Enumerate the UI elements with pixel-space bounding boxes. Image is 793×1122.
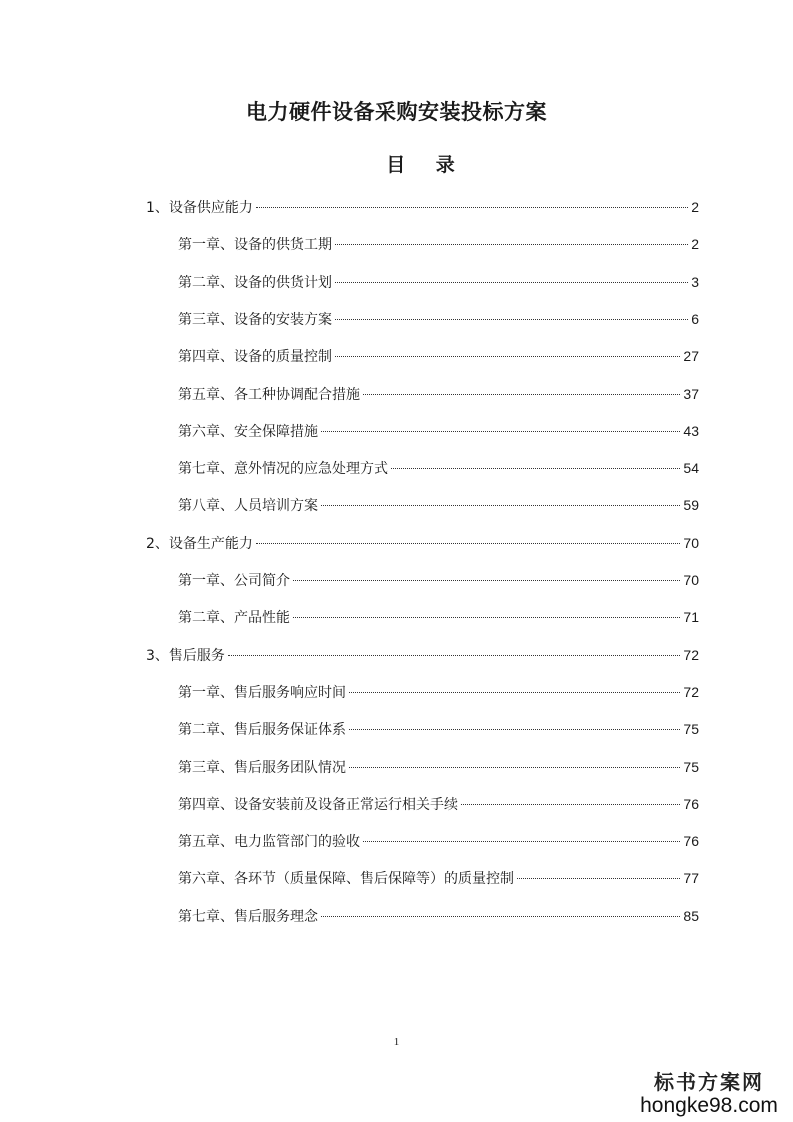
toc-dot-leader: [349, 692, 680, 693]
toc-chapter-entry[interactable]: [178, 421, 699, 441]
toc-entry-page-number: 75: [683, 721, 699, 737]
toc-chapter-entry[interactable]: [178, 757, 699, 777]
toc-entry-page-number: 2: [691, 236, 699, 252]
watermark-chinese-text: 标书方案网: [654, 1070, 764, 1094]
toc-entry-page-number: 70: [683, 572, 699, 588]
toc-entry-label: 第四章、设备安装前及设备正常运行相关手续: [178, 797, 458, 813]
toc-dot-leader: [293, 580, 680, 581]
toc-dot-leader: [461, 804, 680, 805]
toc-chapter-entry[interactable]: [178, 234, 699, 254]
toc-entry-page-number: 75: [683, 759, 699, 775]
toc-entry-page-number: 76: [683, 796, 699, 812]
toc-entry-label: 第二章、设备的供货计划: [178, 275, 332, 291]
toc-entry-page-number: 72: [683, 647, 699, 663]
toc-dot-leader: [349, 729, 680, 730]
toc-entry-label: 第三章、售后服务团队情况: [178, 760, 346, 776]
toc-entry-label: 2、设备生产能力: [146, 536, 253, 552]
toc-dot-leader: [349, 767, 680, 768]
toc-heading: 目 录: [386, 154, 467, 176]
toc-chapter-entry[interactable]: [178, 794, 699, 814]
toc-entry-label: 第六章、各环节（质量保障、售后保障等）的质量控制: [178, 871, 514, 887]
toc-chapter-entry[interactable]: [178, 384, 699, 404]
toc-dot-leader: [335, 356, 680, 357]
toc-entry-label: 第二章、售后服务保证体系: [178, 722, 346, 738]
toc-entry-page-number: 2: [691, 199, 699, 215]
toc-entry-label: 第六章、安全保障措施: [178, 424, 318, 440]
toc-dot-leader: [293, 617, 680, 618]
toc-chapter-entry[interactable]: [178, 868, 699, 888]
toc-entry-label: 第七章、售后服务理念: [178, 909, 318, 925]
toc-chapter-entry[interactable]: [178, 570, 699, 590]
toc-entry-page-number: 76: [683, 833, 699, 849]
toc-entry-label: 第五章、各工种协调配合措施: [178, 387, 360, 403]
toc-entry-label: 第一章、公司简介: [178, 573, 290, 589]
toc-chapter-entry[interactable]: [178, 309, 699, 329]
toc-entry-page-number: 27: [683, 348, 699, 364]
toc-section-entry[interactable]: [146, 645, 699, 665]
toc-entry-page-number: 6: [691, 311, 699, 327]
toc-dot-leader: [517, 878, 680, 879]
toc-chapter-entry[interactable]: [178, 495, 699, 515]
toc-dot-leader: [228, 655, 681, 656]
toc-dot-leader: [335, 282, 688, 283]
toc-entry-page-number: 70: [683, 535, 699, 551]
toc-chapter-entry[interactable]: [178, 831, 699, 851]
toc-dot-leader: [363, 394, 680, 395]
toc-chapter-entry[interactable]: [178, 719, 699, 739]
toc-entry-label: 第五章、电力监管部门的验收: [178, 834, 360, 850]
toc-chapter-entry[interactable]: [178, 607, 699, 627]
toc-entry-page-number: 71: [683, 609, 699, 625]
toc-chapter-entry[interactable]: [178, 346, 699, 366]
toc-entry-page-number: 77: [683, 870, 699, 886]
toc-chapter-entry[interactable]: [178, 458, 699, 478]
toc-entry-label: 第一章、设备的供货工期: [178, 237, 332, 253]
toc-chapter-entry[interactable]: [178, 272, 699, 292]
toc-entry-label: 第三章、设备的安装方案: [178, 312, 332, 328]
toc-dot-leader: [256, 543, 681, 544]
toc-entry-page-number: 85: [683, 908, 699, 924]
toc-entry-page-number: 37: [683, 386, 699, 402]
toc-entry-page-number: 43: [683, 423, 699, 439]
toc-section-entry[interactable]: [146, 533, 699, 553]
watermark-logo: [639, 1070, 779, 1118]
page-number: 1: [393, 1036, 400, 1048]
toc-chapter-entry[interactable]: [178, 682, 699, 702]
toc-entry-page-number: 3: [691, 274, 699, 290]
watermark-domain-text: hongke98.com: [640, 1094, 778, 1117]
toc-entry-label: 第一章、售后服务响应时间: [178, 685, 346, 701]
toc-dot-leader: [256, 207, 688, 208]
toc-entry-page-number: 72: [683, 684, 699, 700]
document-title: 电力硬件设备采购安装投标方案: [246, 100, 547, 124]
toc-entry-label: 1、设备供应能力: [146, 200, 253, 216]
toc-entry-page-number: 59: [683, 497, 699, 513]
toc-entry-label: 第四章、设备的质量控制: [178, 349, 332, 365]
toc-entry-label: 第二章、产品性能: [178, 610, 290, 626]
toc-dot-leader: [363, 841, 680, 842]
toc-entry-label: 第七章、意外情况的应急处理方式: [178, 461, 388, 477]
toc-dot-leader: [321, 505, 680, 506]
toc-dot-leader: [391, 468, 680, 469]
toc-dot-leader: [335, 244, 688, 245]
toc-dot-leader: [321, 916, 680, 917]
toc-entry-label: 第八章、人员培训方案: [178, 498, 318, 514]
toc-entry-page-number: 54: [683, 460, 699, 476]
toc-entry-label: 3、售后服务: [146, 648, 225, 664]
toc-dot-leader: [321, 431, 680, 432]
toc-section-entry[interactable]: [146, 197, 699, 217]
toc-chapter-entry[interactable]: [178, 906, 699, 926]
toc-dot-leader: [335, 319, 688, 320]
